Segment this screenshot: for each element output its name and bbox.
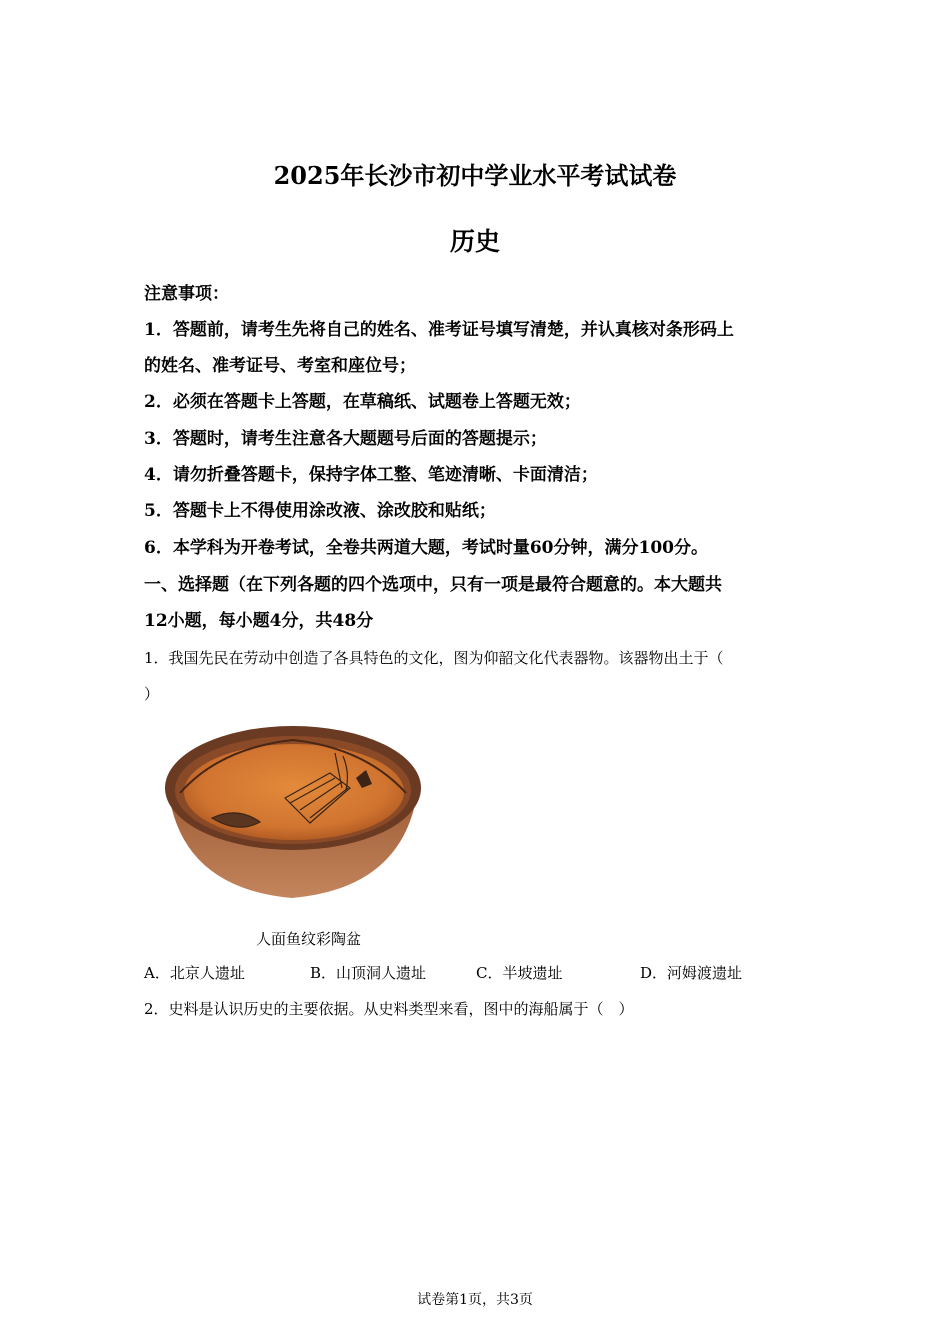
notice-item: 6．本学科为开卷考试，全卷共两道大题，考试时量60分钟，满分100分。 — [144, 538, 708, 558]
q1-option-a[interactable]: A．北京人遗址 — [144, 964, 245, 982]
section-heading-line2: 12小题，每小题4分，共48分 — [144, 611, 374, 631]
notice-item: 2．必须在答题卡上答题，在草稿纸、试题卷上答题无效； — [144, 392, 581, 412]
subject-title: 历史 — [449, 227, 500, 256]
notice-item: 4．请勿折叠答题卡，保持字体工整、笔迹清晰、卡面清洁； — [144, 465, 598, 485]
exam-title: 2025年长沙市初中学业水平考试试卷 — [273, 161, 677, 190]
q1-option-b[interactable]: B．山顶洞人遗址 — [310, 964, 427, 982]
pottery-bowl-illustration — [160, 718, 425, 903]
notice-item: 3．答题时，请考生注意各大题题号后面的答题提示； — [144, 429, 547, 449]
q1-option-d[interactable]: D．河姆渡遗址 — [640, 964, 743, 982]
notice-item: 1．答题前，请考生先将自己的姓名、准考证号填写清楚，并认真核对条形码上 — [144, 320, 734, 340]
q1-option-c[interactable]: C．半坡遗址 — [476, 964, 563, 982]
notice-item: 5．答题卡上不得使用涂改液、涂改胶和贴纸； — [144, 501, 496, 521]
section-heading-line1: 一、选择题（在下列各题的四个选项中，只有一项是最符合题意的。本大题共 — [144, 575, 722, 595]
painted-pottery-basin-image — [160, 718, 425, 903]
q2-stem: 2．史料是认识历史的主要依据。从史料类型来看，图中的海船属于（ ） — [144, 1000, 634, 1018]
page-footer: 试卷第1页，共3页 — [417, 1292, 533, 1308]
image-caption: 人面鱼纹彩陶盆 — [256, 930, 362, 948]
q1-stem: 1．我国先民在劳动中创造了各具特色的文化，图为仰韶文化代表器物。该器物出土于（ — [144, 649, 724, 667]
q1-stem-end: ） — [144, 685, 160, 703]
notice-item: 的姓名、准考证号、考室和座位号； — [144, 356, 416, 376]
notice-heading: 注意事项： — [144, 284, 229, 304]
